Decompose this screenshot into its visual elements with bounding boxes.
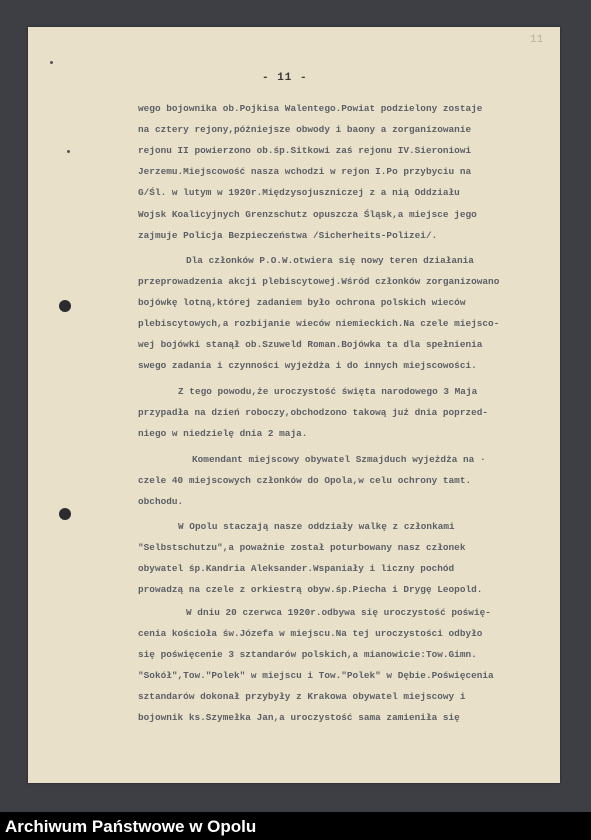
- text-line: bojówkę lotną,której zadaniem było ochrona polskich wieców: [138, 297, 466, 308]
- text-line: Z tego powodu,że uroczystość święta narodowego 3 Maja: [178, 386, 478, 397]
- text-line: W dniu 20 czerwca 1920r.odbywa się uroczystość poświę-: [186, 607, 491, 618]
- text-line: przypadła na dzień roboczy,obchodzono takową już dnia poprzed-: [138, 407, 489, 418]
- text-line: zajmuje Policja Bezpieczeństwa /Sicherheits-Polizei/.: [138, 230, 438, 241]
- text-line: prowadzą na czele z orkiestrą obyw.śp.Piecha i Drygę Leopold.: [138, 584, 483, 595]
- punch-hole-top: [59, 300, 71, 312]
- archive-footer-label: Archiwum Państwowe w Opolu: [5, 817, 257, 836]
- text-line: Jerzemu.Miejscowość nasza wchodzi w rejon I.Po przybyciu na: [138, 166, 472, 177]
- text-line: Komendant miejscowy obywatel Szmajduch wyjeżdża na ·: [192, 454, 486, 465]
- text-line: Wojsk Koalicyjnych Grenzschutz opuszcza Śląsk,a miejsce jego: [138, 209, 477, 220]
- text-line: wego bojownika ob.Pojkisa Walentego.Powiat podzielony zostaje: [138, 103, 483, 114]
- text-line: swego zadania i czynności wyjeżdża i do innych miejscowości.: [138, 360, 477, 371]
- text-line: na cztery rejony,póżniejsze obwody i baony a zorganizowanie: [138, 124, 472, 135]
- text-line: czele 40 miejscowych członków do Opola,w celu ochrony tamt.: [138, 475, 472, 486]
- page-number: - 11 -: [262, 72, 308, 84]
- text-line: rejonu II powierzono ob.śp.Sitkowi zaś rejonu IV.Sieroniowi: [138, 145, 472, 156]
- corner-mark: 11: [530, 34, 544, 46]
- text-line: plebiscytowych,a rozbijanie wieców niemieckich.Na czele miejsco-: [138, 318, 500, 329]
- text-line: bojownik ks.Szymełka Jan,a uroczystość sama zamieniła się: [138, 712, 460, 723]
- text-line: przeprowadzenia akcji plebiscytowej.Wśród członków zorganizowano: [138, 276, 500, 287]
- text-line: "Sokół",Tow."Polek" w miejscu i Tow."Polek" w Dębie.Poświęcenia: [138, 670, 494, 681]
- speck-mark: [67, 150, 70, 153]
- punch-hole-bottom: [59, 508, 71, 520]
- text-line: niego w niedzielę dnia 2 maja.: [138, 428, 308, 439]
- speck-mark: [50, 61, 53, 64]
- text-line: się poświęcenie 3 sztandarów polskich,a mianowicie:Tow.Gimn.: [138, 649, 477, 660]
- text-line: obywatel śp.Kandria Aleksander.Wspaniały i liczny pochód: [138, 563, 455, 574]
- text-line: cenia kościoła św.Józefa w miejscu.Na tej uroczystości odbyło: [138, 628, 483, 639]
- text-line: wej bojówki stanął ob.Szuweld Roman.Bojówka ta dla spełnienia: [138, 339, 483, 350]
- archive-footer-bar: [0, 812, 591, 840]
- text-line: W Opolu staczają nasze oddziały walkę z członkami: [178, 521, 455, 532]
- text-line: G/Śl. w lutym w 1920r.Międzysojuszniczej z a nią Oddziału: [138, 187, 460, 198]
- text-line: Dla członków P.O.W.otwiera się nowy teren działania: [186, 255, 474, 266]
- text-line: obchodu.: [138, 496, 184, 507]
- text-line: sztandarów dokonał przybyły z Krakowa obywatel miejscowy i: [138, 691, 466, 702]
- text-line: "Selbstschutzu",a poważnie został poturbowany nasz członek: [138, 542, 466, 553]
